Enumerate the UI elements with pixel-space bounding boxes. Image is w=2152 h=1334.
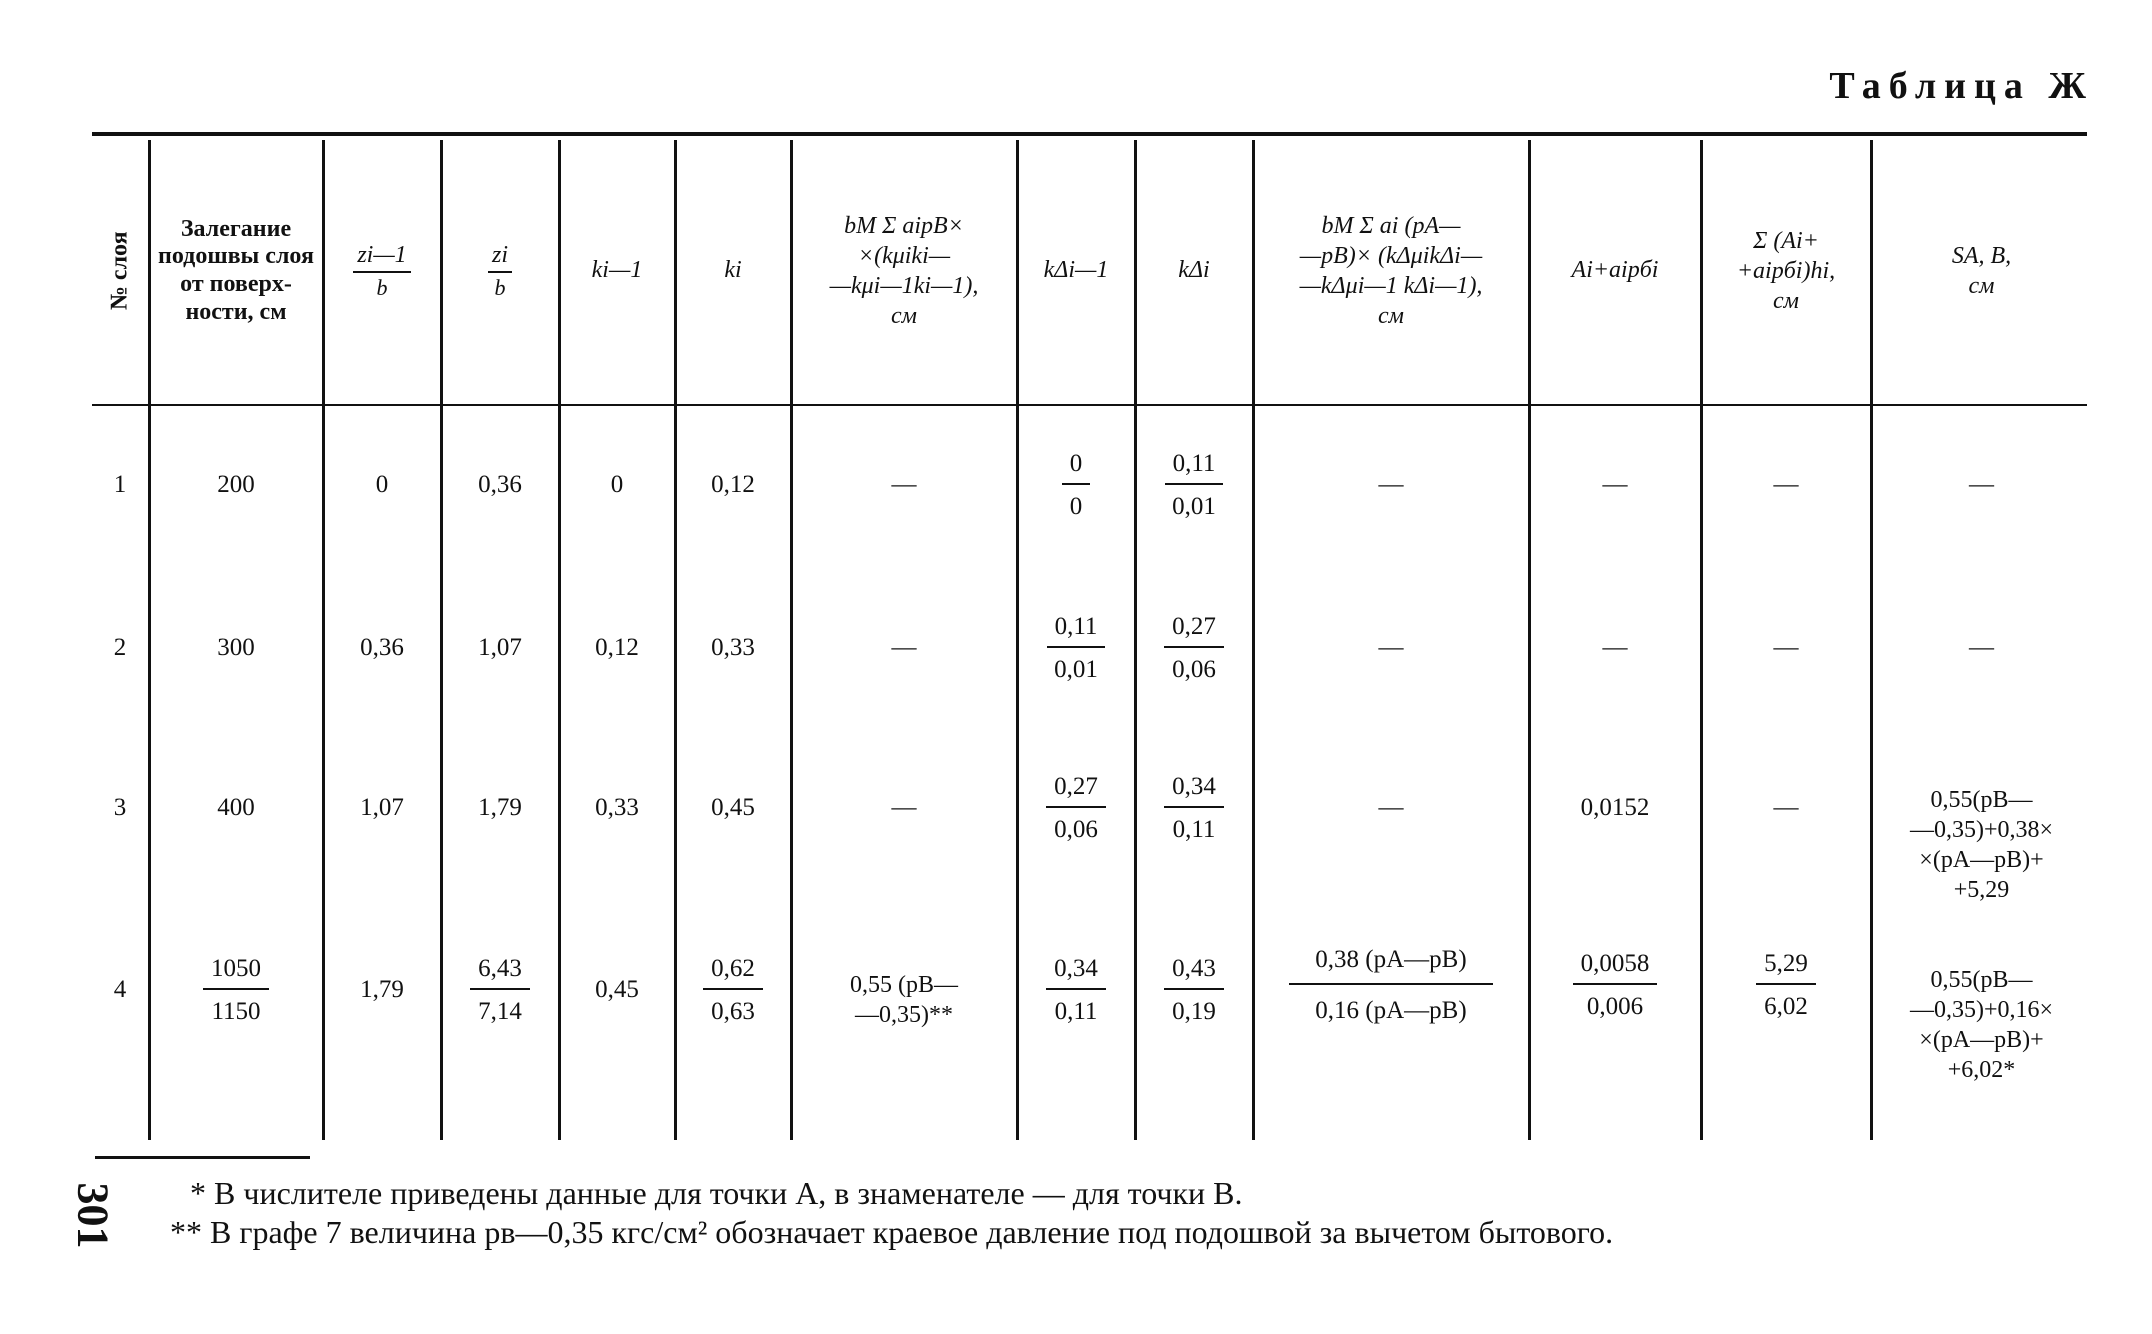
row2-col13: —	[1969, 634, 1994, 662]
column-divider	[148, 140, 151, 1140]
row1-z-i: 0,36	[478, 471, 522, 499]
row4-depth: $\frac{1050}{1150}$	[152, 930, 320, 1050]
header-kdelta-prev: kΔi—1	[1043, 257, 1109, 284]
row1-kdelta-i: $\frac{0,11}{0,01}$	[1138, 425, 1250, 545]
header-col12: Σ (Ai+ +aipбi)hi, см	[1736, 228, 1836, 314]
row1-kdelta-prev: $\frac{0}{0}$	[1020, 425, 1132, 545]
column-divider	[790, 140, 793, 1140]
row4-k-prev: 0,45	[595, 976, 639, 1004]
row2-k-prev: 0,12	[595, 634, 639, 662]
header-depth: Залегание подошвы слоя от поверх-ности, см	[158, 215, 314, 325]
row3-k-prev: 0,33	[595, 794, 639, 822]
column-divider	[1870, 140, 1873, 1140]
header-col11: Ai+aipбi	[1571, 257, 1659, 284]
row2-col11: —	[1602, 634, 1628, 662]
column-divider	[674, 140, 677, 1140]
row2-col10: —	[1378, 634, 1404, 662]
row3-col10: —	[1378, 794, 1404, 822]
header-separator-rule	[92, 404, 2087, 406]
header-kdelta-i: kΔi	[1178, 257, 1210, 284]
row4-col12: $\frac{5,29}{6,02}$	[1704, 925, 1868, 1045]
column-divider	[1528, 140, 1531, 1140]
row1-col11: —	[1602, 471, 1628, 499]
row4-kdelta-i: $\frac{0,43}{0,19}$	[1138, 930, 1250, 1050]
page-number: 301	[68, 1182, 118, 1249]
header-k-i: ki	[724, 257, 742, 284]
table-top-rule	[92, 132, 2087, 136]
row3-kdelta-i: $\frac{0,34}{0,11}$	[1138, 748, 1250, 868]
row2-col12: —	[1773, 634, 1799, 662]
header-col7: bM Σ aipB× ×(kμiki— —kμi—1ki—1), см	[829, 213, 979, 329]
column-divider	[1700, 140, 1703, 1140]
row1-z-prev: 0	[375, 471, 389, 499]
row3-layer: 3	[113, 794, 127, 822]
row1-col13: —	[1969, 471, 1994, 499]
row3-col7: —	[891, 794, 917, 822]
row3-depth: 400	[217, 794, 255, 822]
row1-col10: —	[1378, 471, 1404, 499]
row4-z-i: $\frac{6,43}{7,14}$	[444, 930, 556, 1050]
row4-col13: 0,55(pB— —0,35)+0,16× ×(pA—pB)+ +6,02*	[1909, 967, 2054, 1083]
header-z-prev: $\frac{zi—1}{b}$	[326, 140, 438, 402]
column-divider	[322, 140, 325, 1140]
row2-layer: 2	[113, 634, 127, 662]
header-col10: bM Σ ai (pA— —pB)× (kΔμikΔi— —kΔμi—1 kΔi—1), см	[1299, 213, 1483, 329]
header-col13: SA, B, см	[1951, 243, 2012, 299]
row4-layer: 4	[113, 976, 127, 1004]
row2-kdelta-i: $\frac{0,27}{0,06}$	[1138, 588, 1250, 708]
column-divider	[1252, 140, 1255, 1140]
row3-col13: 0,55(pB— —0,35)+0,38× ×(pA—pB)+ +5,29	[1909, 787, 2054, 903]
row1-depth: 200	[217, 471, 255, 499]
footnote-1: * В числителе приведены данные для точки A, в знаменателе — для точки B.	[190, 1175, 1243, 1211]
column-divider	[558, 140, 561, 1140]
column-divider	[440, 140, 443, 1140]
row4-col10: $\frac{0,38 (pA—pB)}{0,16 (pA—pB)}$	[1256, 925, 1526, 1045]
row2-z-i: 1,07	[478, 634, 522, 662]
footnote-2: ** В графе 7 величина pв—0,35 кгс/см² обозначает краевое давление под подошвой за вычетом бытового.	[170, 1214, 1614, 1250]
row3-k-i: 0,45	[711, 794, 755, 822]
row3-z-i: 1,79	[478, 794, 522, 822]
header-k-prev: ki—1	[591, 257, 643, 284]
row1-k-prev: 0	[610, 471, 624, 499]
row2-z-prev: 0,36	[360, 634, 404, 662]
row2-k-i: 0,33	[711, 634, 755, 662]
row4-kdelta-prev: $\frac{0,34}{0,11}$	[1020, 930, 1132, 1050]
column-divider	[1134, 140, 1137, 1140]
footnote-rule	[95, 1156, 310, 1159]
row3-kdelta-prev: $\frac{0,27}{0,06}$	[1020, 748, 1132, 868]
row2-depth: 300	[217, 634, 255, 662]
row1-col7: —	[891, 471, 917, 499]
header-layer-no: № слоя	[106, 231, 133, 311]
row3-col12: —	[1773, 794, 1799, 822]
row4-k-i: $\frac{0,62}{0,63}$	[678, 930, 788, 1050]
row1-col12: —	[1773, 471, 1799, 499]
row1-layer: 1	[113, 471, 127, 499]
row2-kdelta-prev: $\frac{0,11}{0,01}$	[1020, 588, 1132, 708]
row4-col7: 0,55 (pB— —0,35)**	[850, 972, 958, 1028]
row2-col7: —	[891, 634, 917, 662]
row4-col11: $\frac{0,0058}{0,006}$	[1532, 925, 1698, 1045]
row3-z-prev: 1,07	[360, 794, 404, 822]
row3-col11: 0,0152	[1580, 794, 1650, 822]
row4-z-prev: 1,79	[360, 976, 404, 1004]
row1-k-i: 0,12	[711, 471, 755, 499]
header-z-i: $\frac{zi}{b}$	[444, 140, 556, 402]
column-divider	[1016, 140, 1019, 1140]
table-title: Таблица Ж	[1829, 65, 2094, 107]
